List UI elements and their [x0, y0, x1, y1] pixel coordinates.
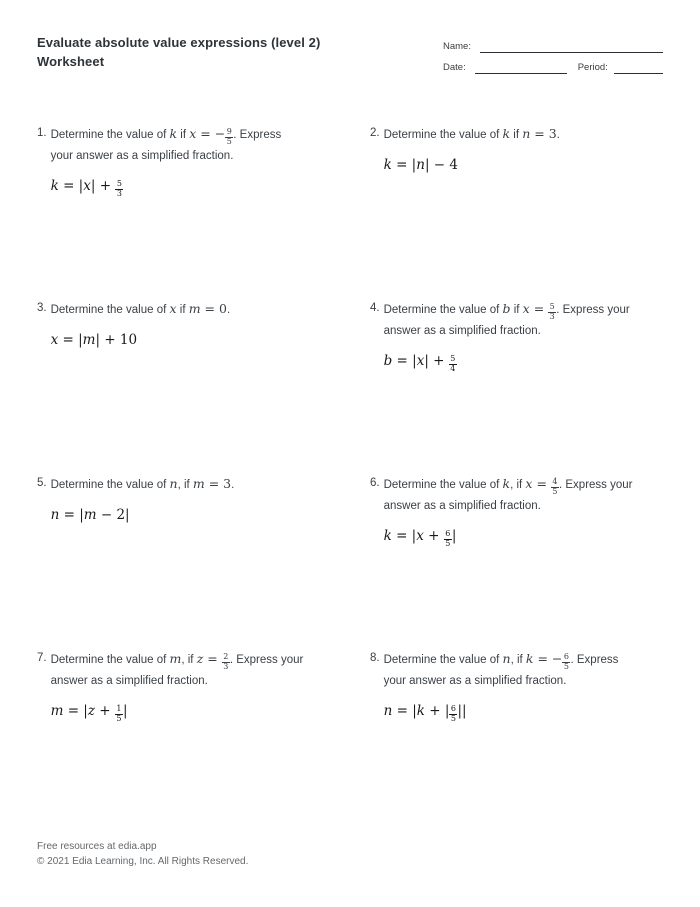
- math-text: +: [423, 527, 444, 544]
- prompt-text: if: [510, 129, 523, 141]
- math-variable: n: [522, 126, 531, 141]
- problem-prompt: [51, 124, 370, 166]
- math-text: = |: [58, 177, 84, 194]
- title-line-1: Evaluate absolute value expressions (level 2): [37, 35, 321, 50]
- period-blank-line: [614, 62, 663, 74]
- prompt-text: .: [226, 304, 231, 316]
- math-variable: m: [192, 476, 205, 491]
- prompt-text: . Express your: [559, 479, 633, 491]
- math-variable: k: [383, 157, 392, 173]
- prompt-text: if: [177, 129, 190, 141]
- date-label: Date:: [443, 62, 466, 73]
- math-text: = |: [391, 157, 417, 173]
- problem-number: 7.: [37, 652, 47, 664]
- math-variable: k: [416, 702, 425, 719]
- title-line-2: Worksheet: [37, 54, 105, 69]
- math-variable: m: [169, 651, 182, 666]
- math-text: − 2|: [96, 507, 130, 523]
- prompt-text: if: [510, 304, 523, 316]
- prompt-text: Determine the value of: [50, 304, 170, 316]
- problem-equation: [51, 173, 370, 199]
- page-footer: [37, 839, 248, 869]
- prompt-text: .: [556, 129, 560, 141]
- problem-8: [370, 649, 664, 824]
- math-variable: k: [50, 177, 59, 194]
- math-variable: k: [169, 126, 178, 141]
- fraction: $\frac{5}{3}$: [549, 302, 555, 321]
- math-variable: b: [383, 352, 393, 369]
- name-blank-line: [480, 41, 663, 53]
- problem-equation: [51, 502, 370, 528]
- math-text: = |: [392, 352, 417, 369]
- fraction: $\frac{6}{5}$: [445, 529, 451, 548]
- math-variable: x: [416, 352, 425, 369]
- math-text: = |: [392, 702, 417, 719]
- prompt-text: . Express your: [556, 304, 630, 316]
- prompt-text: .: [231, 479, 235, 491]
- prompt-text: answer as a simplified fraction.: [50, 674, 208, 687]
- prompt-text: answer as a simplified fraction.: [383, 324, 541, 337]
- math-text: =: [529, 301, 549, 316]
- problem-equation: [384, 698, 664, 724]
- math-variable: n: [416, 157, 425, 173]
- problem-content: [51, 124, 370, 199]
- prompt-text: your answer as a simplified fraction.: [383, 674, 567, 687]
- math-variable: x: [50, 332, 59, 348]
- period-label: Period:: [577, 62, 608, 73]
- prompt-text: answer as a simplified fraction.: [383, 499, 541, 512]
- math-text: = |: [58, 332, 83, 348]
- prompt-text: , if: [177, 479, 193, 491]
- problem-equation: [51, 698, 370, 724]
- problem-5: [37, 474, 370, 649]
- prompt-text: , if: [510, 479, 526, 491]
- prompt-text: Determine the value of: [50, 479, 170, 491]
- problem-equation: [51, 327, 370, 353]
- math-variable: x: [522, 301, 530, 316]
- prompt-text: your answer as a simplified fraction.: [50, 149, 234, 162]
- fraction: $\frac{1}{5}$: [116, 704, 122, 723]
- problem-content: [384, 474, 664, 549]
- math-text: ||: [457, 702, 467, 719]
- problem-prompt: [51, 299, 370, 320]
- fraction: $\frac{5}{3}$: [116, 179, 122, 198]
- prompt-text: Determine the value of: [383, 479, 503, 491]
- name-field-row: [443, 40, 663, 53]
- prompt-text: . Express: [233, 129, 282, 141]
- problem-prompt: [51, 649, 370, 691]
- math-text: = 3: [204, 476, 232, 491]
- problem-content: [51, 649, 370, 724]
- problem-equation: [384, 348, 664, 374]
- math-text: | + 10: [95, 332, 138, 348]
- problem-prompt: [384, 474, 664, 516]
- problem-number: 5.: [37, 477, 47, 489]
- math-text: =: [203, 651, 222, 666]
- prompt-text: Determine the value of: [50, 654, 170, 666]
- math-variable: x: [416, 527, 424, 544]
- math-variable: z: [196, 651, 204, 666]
- math-text: |: [122, 702, 128, 719]
- fraction: $\frac{6}{5}$: [563, 652, 569, 671]
- math-text: = 3: [530, 126, 557, 141]
- math-text: | +: [424, 352, 449, 369]
- problem-number: 8.: [370, 652, 380, 664]
- footer-copyright-line: © 2021 Edia Learning, Inc. All Rights Reserved.: [37, 856, 249, 867]
- prompt-text: . Express: [570, 654, 619, 666]
- problem-2: [370, 124, 664, 299]
- math-text: +: [94, 702, 115, 719]
- prompt-text: Determine the value of: [50, 129, 170, 141]
- math-text: | − 4: [424, 157, 458, 173]
- problem-prompt: [384, 299, 664, 341]
- problem-content: [51, 474, 370, 528]
- problem-number: 2.: [370, 127, 380, 139]
- math-variable: m: [83, 507, 97, 523]
- worksheet-title: [37, 33, 320, 71]
- math-variable: n: [169, 476, 178, 491]
- math-variable: m: [50, 702, 64, 719]
- problem-7: [37, 649, 370, 824]
- problem-1: [37, 124, 370, 299]
- math-variable: k: [525, 651, 534, 666]
- math-variable: n: [502, 651, 511, 666]
- math-variable: x: [169, 301, 177, 316]
- math-text: = |: [391, 527, 417, 544]
- fraction: $\frac{6}{5}$: [450, 704, 456, 723]
- math-variable: n: [50, 507, 60, 523]
- student-info-fields: [443, 40, 663, 82]
- problem-prompt: [384, 124, 664, 145]
- math-text: = −: [533, 651, 563, 666]
- math-variable: k: [383, 527, 392, 544]
- name-label: Name:: [443, 41, 471, 52]
- math-text: = −: [196, 126, 226, 141]
- fraction: $\frac{2}{3}$: [223, 652, 229, 671]
- fraction: $\frac{9}{5}$: [226, 127, 232, 146]
- problem-prompt: [384, 649, 664, 691]
- math-text: | +: [90, 177, 116, 194]
- problem-content: [51, 299, 370, 353]
- problem-content: [384, 649, 664, 724]
- math-variable: b: [502, 301, 511, 316]
- problem-number: 6.: [370, 477, 380, 489]
- footer-resources-line: Free resources at edia.app: [37, 841, 157, 852]
- prompt-text: , if: [181, 654, 197, 666]
- problem-number: 1.: [37, 127, 47, 139]
- prompt-text: . Express your: [229, 654, 304, 666]
- problem-3: [37, 299, 370, 474]
- prompt-text: Determine the value of: [383, 654, 503, 666]
- problem-6: [370, 474, 664, 649]
- fraction: $\frac{5}{4}$: [450, 354, 456, 373]
- math-variable: n: [383, 702, 393, 719]
- fraction: $\frac{4}{5}$: [552, 477, 558, 496]
- math-variable: m: [82, 332, 96, 348]
- math-variable: k: [502, 476, 511, 491]
- math-variable: z: [87, 702, 95, 719]
- math-text: = |: [63, 702, 88, 719]
- problems-grid: [37, 124, 664, 824]
- math-text: + |: [424, 702, 450, 719]
- prompt-text: Determine the value of: [383, 129, 503, 141]
- math-text: |: [451, 527, 457, 544]
- problem-number: 4.: [370, 302, 380, 314]
- math-variable: m: [188, 301, 201, 316]
- math-variable: x: [189, 126, 197, 141]
- math-text: = |: [59, 507, 84, 523]
- problem-4: [370, 299, 664, 474]
- date-period-field-row: [443, 61, 663, 74]
- problem-content: [384, 124, 664, 178]
- prompt-text: , if: [510, 654, 526, 666]
- date-blank-line: [475, 62, 567, 74]
- math-text: =: [532, 476, 551, 491]
- math-text: = 0: [200, 301, 227, 316]
- prompt-text: Determine the value of: [383, 304, 503, 316]
- math-variable: x: [83, 177, 91, 194]
- prompt-text: if: [176, 304, 189, 316]
- problem-number: 3.: [37, 302, 47, 314]
- problem-prompt: [51, 474, 370, 495]
- math-variable: k: [502, 126, 511, 141]
- math-variable: x: [525, 476, 533, 491]
- problem-content: [384, 299, 664, 374]
- problem-equation: [384, 152, 664, 178]
- problem-equation: [384, 523, 664, 549]
